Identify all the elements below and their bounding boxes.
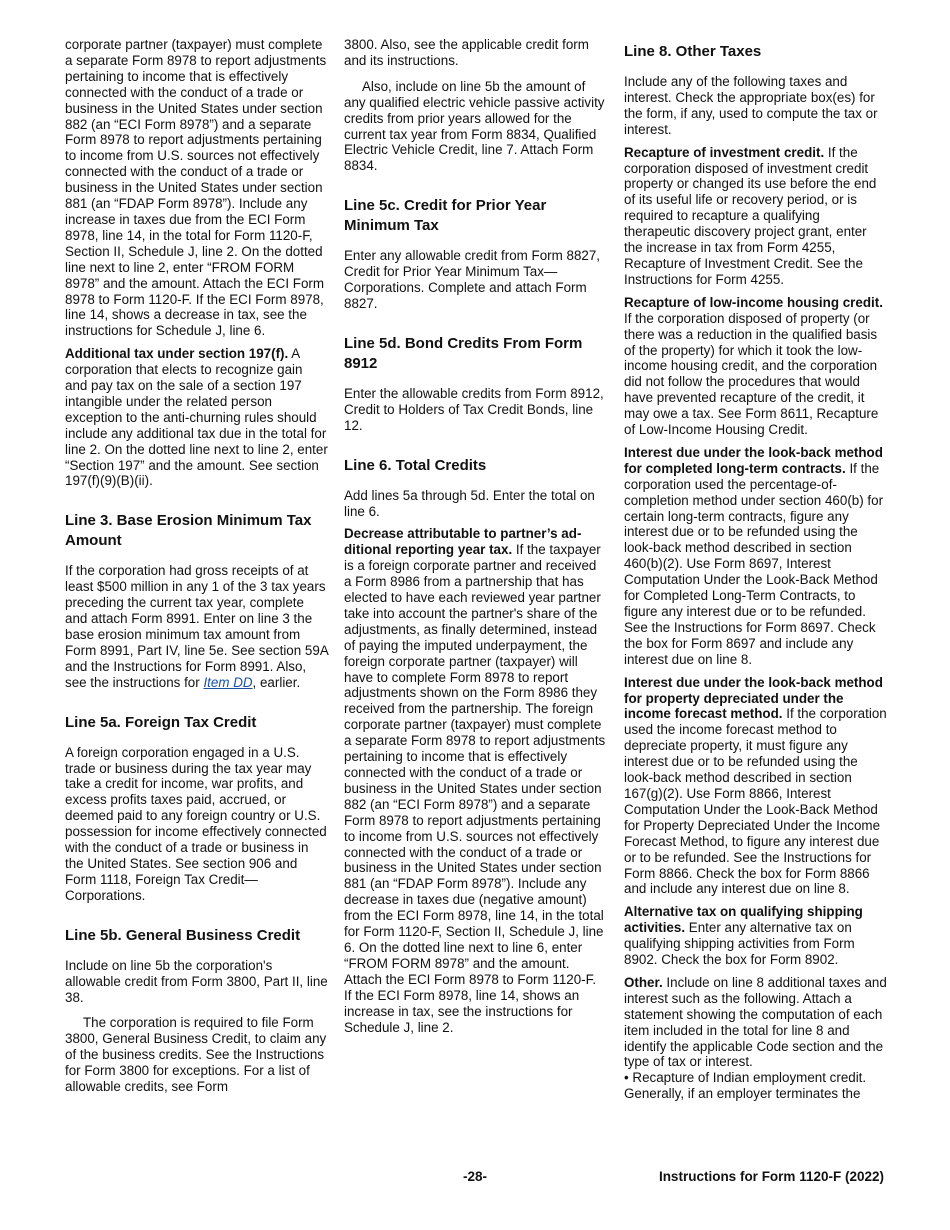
paragraph-text: If the corporation disposed of investment credit property or changed its use before the end of its useful life or recovery period, or is required to recapture a qualifying therapeutic discovery project grant, enter the increase in tax from Form 4255, Recapture of Investment Credit. See the Instructions for Form 4255. — [624, 144, 877, 287]
heading-line-6: Line 6. Total Credits — [344, 456, 487, 474]
paragraph: Also, include on line 5b the amount of any qualified electric vehicle passive activity credits from prior years allowed for the current tax year from Form 8834, Qualified Electric Vehicle Credit, line 7. Attach Form 8834. — [344, 78, 605, 174]
paragraph: A foreign corporation engaged in a U.S. trade or business during the tax year may take a credit for income, war profits, and excess profits taxes paid, accrued, or deemed paid to any foreign country or U.S. possession for income effectively connected with the conduct of a trade or business in the United States. See section 906 and Form 1118, Foreign Tax Credit—Corporations. — [65, 744, 327, 903]
paragraph-text: Include on line 8 additional taxes and interest such as the following. Attach a statement showing the computation of each item included in the total for line 8 and identify the applicable Code section and the type of tax or interest. — [624, 974, 887, 1070]
bullet-item: • Recapture of Indian employment credit. Generally, if an employer terminates the — [624, 1070, 867, 1102]
paragraph-text: , earlier. — [252, 674, 301, 690]
paragraph-text: If the corporation used the income forecast method to depreciate property, it must figure any interest due or to be refunded using the look-back method described in section 167(g)(2). Use Form 8866, Interest Computation Under the Look-Back Method for Property Depreciated Under the Income Forecast Method, to figure any interest due or to be refunded. See the Instructions for Form 8866. Check the box for Form 8866 and include any interest due on line 8. — [624, 706, 887, 897]
column-right — [624, 37, 887, 1109]
paragraph — [624, 904, 887, 968]
heading-line-5c: Line 5c. Credit for Prior Year Minimum Tax — [344, 197, 547, 235]
paragraph-lead: Interest due under the look-back method for property depreciated under the income forecast method. — [624, 674, 883, 722]
paragraph — [624, 675, 887, 898]
paragraph: Add lines 5a through 5d. Enter the total on line 6. — [344, 487, 595, 519]
paragraph-lead: Recapture of low-income housing credit. — [624, 294, 883, 310]
paragraph-text: If the corporation disposed of property (or there was a reduction in the qualified basis of the property) for which it took the low-income housing credit, and the corporation did not follow the procedures that would have prevented recapture of the credit, it may owe a tax. See Form 8611, Recapture of Low-Income Housing Credit. — [624, 310, 879, 438]
heading-line-5b: Line 5b. General Business Credit — [65, 926, 301, 944]
paragraph: corporate partner (taxpayer) must complete a separate Form 8978 to report adjustments pertaining to income that is effectively connected with the conduct of a trade or business in the United States under section 882 (an “ECI Form 8978”) and a separate Form 8978 to report adjustments pertaining to income from U.S. sources not effectively connected with the conduct of a trade or business in the United States under section 881 (an “FDAP Form 8978”). Include any increase in taxes due from the ECI Form 8978, line 14, in the total for Form 1120-F, Section II, Schedule J, line 2. On the dotted line next to line 2, enter “FROM FORM 8978” and the amount. Attach the ECI Form 8978 to Form 1120-F. If the ECI Form 8978, line 14, shows a decrease in tax, see the instructions for Schedule J, line 6. — [65, 37, 327, 339]
paragraph — [65, 346, 328, 489]
paragraph — [624, 445, 887, 668]
document-title: Instructions for Form 1120-F (2022) — [658, 1169, 884, 1184]
heading-line-8: Line 8. Other Taxes — [624, 43, 762, 60]
paragraph: Include any of the following taxes and interest. Check the appropriate box(es) for the form, if any, used to compute the tax or interest. — [624, 74, 878, 137]
heading-line-3: Line 3. Base Erosion Minimum Tax Amount — [65, 512, 312, 550]
paragraph: 3800. Also, see the applicable credit form and its instructions. — [344, 37, 589, 68]
paragraph-lead: Decrease attributable to partner’s additional reporting year tax. — [344, 526, 582, 558]
paragraph-lead: Other. — [624, 974, 663, 990]
paragraph — [624, 145, 887, 288]
paragraph: The corporation is required to file Form 3800, General Business Credit, to claim any of the business credits. See the Instructions for Form 3800 for exceptions. For a list of allowable credits, see Form — [65, 1015, 327, 1095]
page-number: -28- — [462, 1169, 487, 1184]
paragraph: Enter the allowable credits from Form 8912, Credit to Holders of Tax Credit Bonds, line 12. — [344, 385, 604, 433]
paragraph-lead: Alternative tax on qualifying shipping activities. — [624, 904, 863, 936]
paragraph-lead: Interest due under the look-back method for completed long-term contracts. — [624, 444, 883, 476]
heading-line-5d: Line 5d. Bond Credits From Form 8912 — [344, 334, 583, 372]
paragraph — [344, 526, 607, 1035]
paragraph-text: If the taxpayer is a foreign corporate partner and received a Form 8986 from a partnership that has elected to have each reviewed year partner take into account the partner's share of the adjustments, as finally determined, instead of paying the imputed underpayment, the foreign corporate partner (taxpayer) will have to complete Form 8978 to report adjustments shown on the Form 8986 they received from the partnership. The foreign corporate partner (taxpayer) must complete a separate Form 8978 to report adjustments pertaining to income that is effectively connected with the conduct of a trade or business in the United States under section 882 (an “ECI Form 8978”) and a separate Form 8978 to report adjustments pertaining to income from U.S. sources not effectively connected with the conduct of a trade or business in the United States under section 881 (an “FDAP Form 8978”). Include any decrease in taxes due (negative amount) from the ECI Form 8978, line 14, in the total for Form 1120-F, Section II, Schedule J, line 6. On the dotted line next to line 6, enter “FROM FORM 8978” and the amount. Attach the ECI Form 8978 to Form 1120-F. If the ECI Form 8978, line 14, shows an increase in tax, see the instructions for Schedule J, line 2. — [344, 542, 606, 1035]
paragraph — [65, 563, 328, 690]
paragraph-text: Enter any alternative tax on qualifying shipping activities from Form 8902. Check the box for Form 8902. — [624, 920, 855, 968]
column-left — [65, 37, 328, 1102]
paragraph-text: If the corporation used the percentage-of-completion method under section 460(b) for certain long-term contracts, figure any interest due or to be refunded using the look-back method described in section 460(b)(2). Use Form 8697, Interest Computation Under the Look-Back Method for Completed Long-Term Contracts, to figure any interest due or to be refunded. See the Instructions for Form 8697. Check the box for Form 8697 and include any interest due on line 8. — [624, 460, 884, 667]
column-middle — [344, 37, 607, 1042]
paragraph-lead: Recapture of investment credit. — [624, 144, 825, 160]
paragraph-lead: Additional tax under section 197(f). — [65, 346, 289, 362]
paragraph-text: A corporation that elects to recognize gain and pay tax on the sale of a section 197 intangible under the related person exception to the anti-churning rules should include any additional tax due in the total for line 2. On the dotted line next to line 2, enter “Section 197” and the amount. See section 197(f)(9)(B)(ii). — [65, 346, 328, 489]
heading-line-5a: Line 5a. Foreign Tax Credit — [65, 713, 257, 731]
paragraph-text: If the corporation had gross receipts of at least $500 million in any 1 of the 3 tax years preceding the current tax year, complete and attach Form 8991. Enter on line 3 the base erosion minimum tax amount from Form 8991, Part IV, line 5e. See section 59A and the Instructions for Form 8991. Also, see the instructions for — [65, 563, 329, 690]
paragraph — [624, 975, 887, 1070]
paragraph: Enter any allowable credit from Form 8827, Credit for Prior Year Minimum Tax—Corporations. Complete and attach Form 8827. — [344, 248, 601, 311]
paragraph: Include on line 5b the corporation's allowable credit from Form 3800, Part II, line 38. — [65, 957, 328, 1005]
paragraph — [624, 295, 887, 438]
item-dd-link[interactable]: Item DD — [203, 674, 253, 690]
